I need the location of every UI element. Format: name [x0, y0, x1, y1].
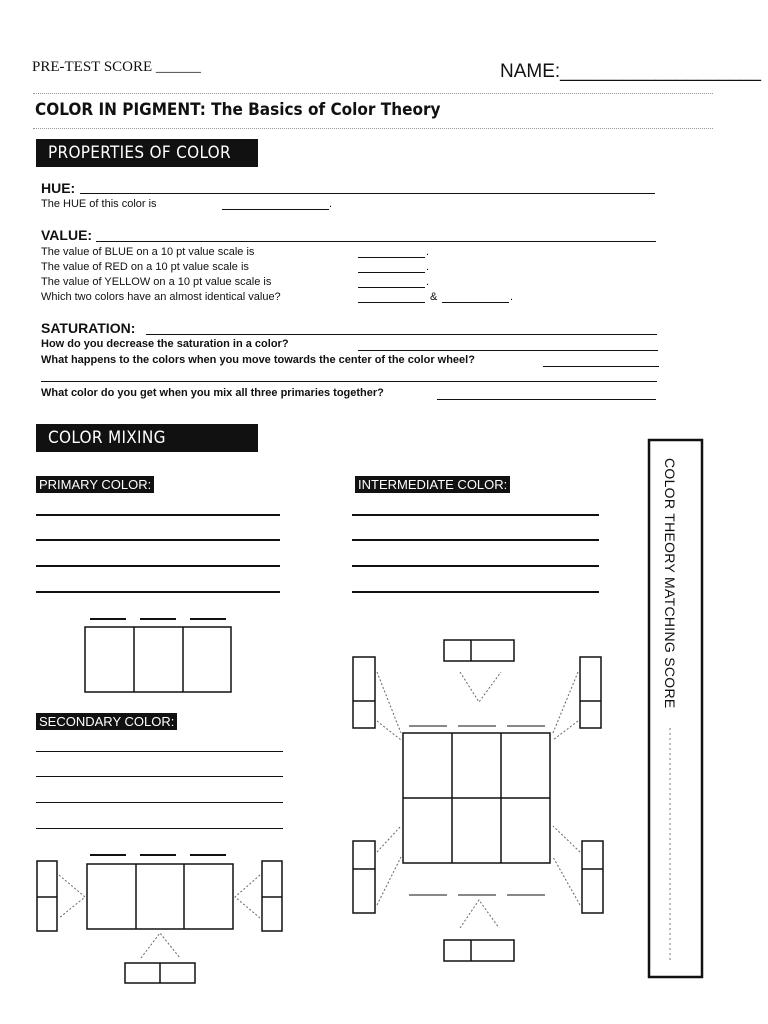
secondary-color-diagram: [37, 855, 282, 983]
value-yellow-question: The value of YELLOW on a 10 pt value scale is: [41, 276, 272, 288]
value-period-4: .: [510, 291, 514, 303]
primary-color-label: PRIMARY COLOR:: [36, 476, 154, 493]
score-box-label: COLOR THEORY MATCHING SCORE: [662, 458, 678, 709]
value-blue-question: The value of BLUE on a 10 pt value scale is: [41, 246, 255, 258]
mixing-heading-bar: COLOR MIXING: [36, 424, 258, 452]
value-red-question: The value of RED on a 10 pt value scale is: [41, 261, 249, 273]
intermediate-color-diagram: [353, 640, 603, 961]
secondary-arrows: [59, 875, 260, 958]
saturation-question-2: What happens to the colors when you move towards the center of the color wheel?: [41, 354, 475, 366]
hue-question: The HUE of this color is: [41, 198, 157, 210]
primary-color-boxes: [85, 619, 231, 692]
page-title-rest: The Basics of Color Theory: [205, 100, 441, 120]
value-period-3: .: [426, 276, 430, 288]
pretest-score-label: PRE-TEST SCORE ______: [32, 59, 201, 75]
value-period-1: .: [426, 246, 430, 258]
value-identical-question: Which two colors have an almost identical value?: [41, 291, 281, 303]
page-title-bold: COLOR IN PIGMENT:: [35, 100, 206, 120]
intermediate-color-label: INTERMEDIATE COLOR:: [355, 476, 510, 493]
name-field-label[interactable]: NAME:___________________: [500, 61, 761, 82]
value-period-2: .: [426, 261, 430, 273]
value-label: VALUE:: [41, 227, 93, 243]
saturation-question-1: How do you decrease the saturation in a color?: [41, 338, 289, 350]
hue-label: HUE:: [41, 180, 76, 196]
saturation-question-3: What color do you get when you mix all three primaries together?: [41, 387, 384, 399]
properties-heading-bar: PROPERTIES OF COLOR: [36, 139, 258, 167]
hue-period: .: [329, 198, 333, 210]
saturation-label: SATURATION:: [41, 320, 136, 336]
secondary-color-label: SECONDARY COLOR:: [36, 713, 177, 730]
value-ampersand: &: [430, 291, 438, 303]
